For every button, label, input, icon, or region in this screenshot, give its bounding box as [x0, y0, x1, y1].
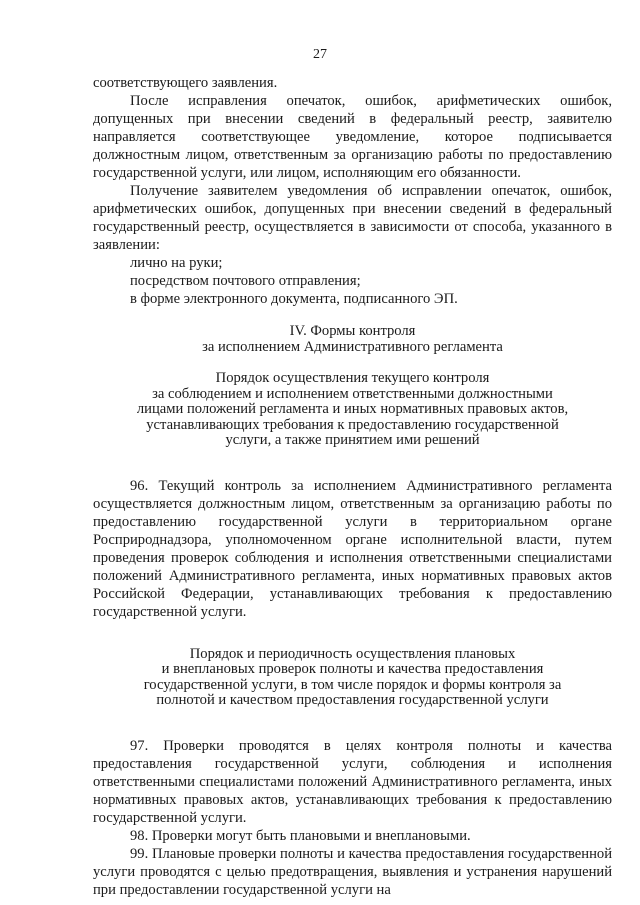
heading-line: полнотой и качеством предоставления государственной услуги — [156, 692, 549, 708]
paragraph-99: 99. Плановые проверки полноты и качества предоставления государственной услуги проводятся с целью предотвращения, выявления и устранения нарушений при предоставлении государственной услуги на — [93, 845, 612, 898]
chapter-heading — [93, 324, 612, 355]
document-body — [93, 74, 612, 899]
heading-line: государственной услуги, в том числе порядок и формы контроля за — [143, 676, 562, 693]
paragraph-97: 97. Проверки проводятся в целях контроля полноты и качества предоставления государственной услуги, соблюдения и исполнения ответственными специалистами положений Административного регламента, иных нормативных правовых актов, устанавливающих требования к предоставлению государственной услуги. — [93, 737, 612, 826]
section-heading-inspections — [93, 647, 612, 709]
list-item: посредством почтового отправления; — [130, 273, 361, 289]
heading-line: Порядок и периодичность осуществления плановых — [189, 645, 516, 662]
paragraph-98: 98. Проверки могут быть плановыми и внеплановыми. — [130, 827, 471, 844]
list-item: лично на руки; — [130, 255, 223, 271]
heading-line: и внеплановых проверок полноты и качества предоставления — [161, 661, 544, 677]
section-heading-current-control — [93, 371, 612, 449]
paragraph-96: 96. Текущий контроль за исполнением Административного регламента осуществляется должностным лицом, ответственным за организацию работы по предоставлению государственной услуги в территориальном органе Росприроднадзора, уполномоченном органе исполнительной власти, путем проведения проверок соблюдения и исполнения ответственными специалистами положений Административного регламента, иных нормативных правовых актов Российской Федерации, устанавливающих требования к предоставлению государственной услуги. — [93, 477, 612, 620]
page-number: 27 — [313, 47, 327, 62]
paragraph-continuation: соответствующего заявления. — [93, 75, 278, 91]
paragraph-correction-notice: После исправления опечаток, ошибок, арифметических ошибок, допущенных при внесении сведений в федеральный реестр, заявителю направляется соответствующее уведомление, которое подписывается должностным лицом, ответственным за организацию работы по предоставлению государственной услуги, или лицом, исполняющим его обязанности. — [93, 93, 612, 181]
heading-line: лицами положений регламента и иных нормативных правовых актов, — [136, 401, 569, 417]
heading-line: устанавливающих требования к предоставлению государственной — [146, 416, 559, 433]
list-item: в форме электронного документа, подписанного ЭП. — [130, 291, 458, 307]
paragraph-notice-receipt: Получение заявителем уведомления об исправлении опечаток, ошибок, арифметических ошибок, допущенных при внесении сведений в федеральный государственный реестр, осуществляется в зависимости от способа, указанного в заявлении: — [93, 183, 612, 253]
chapter-subtitle: за исполнением Административного регламента — [202, 338, 503, 355]
heading-line: услуги, а также принятием ими решений — [225, 432, 480, 448]
heading-line: за соблюдением и исполнением ответственными должностными — [152, 385, 553, 402]
chapter-title: IV. Формы контроля — [289, 323, 416, 339]
heading-line: Порядок осуществления текущего контроля — [215, 370, 490, 386]
